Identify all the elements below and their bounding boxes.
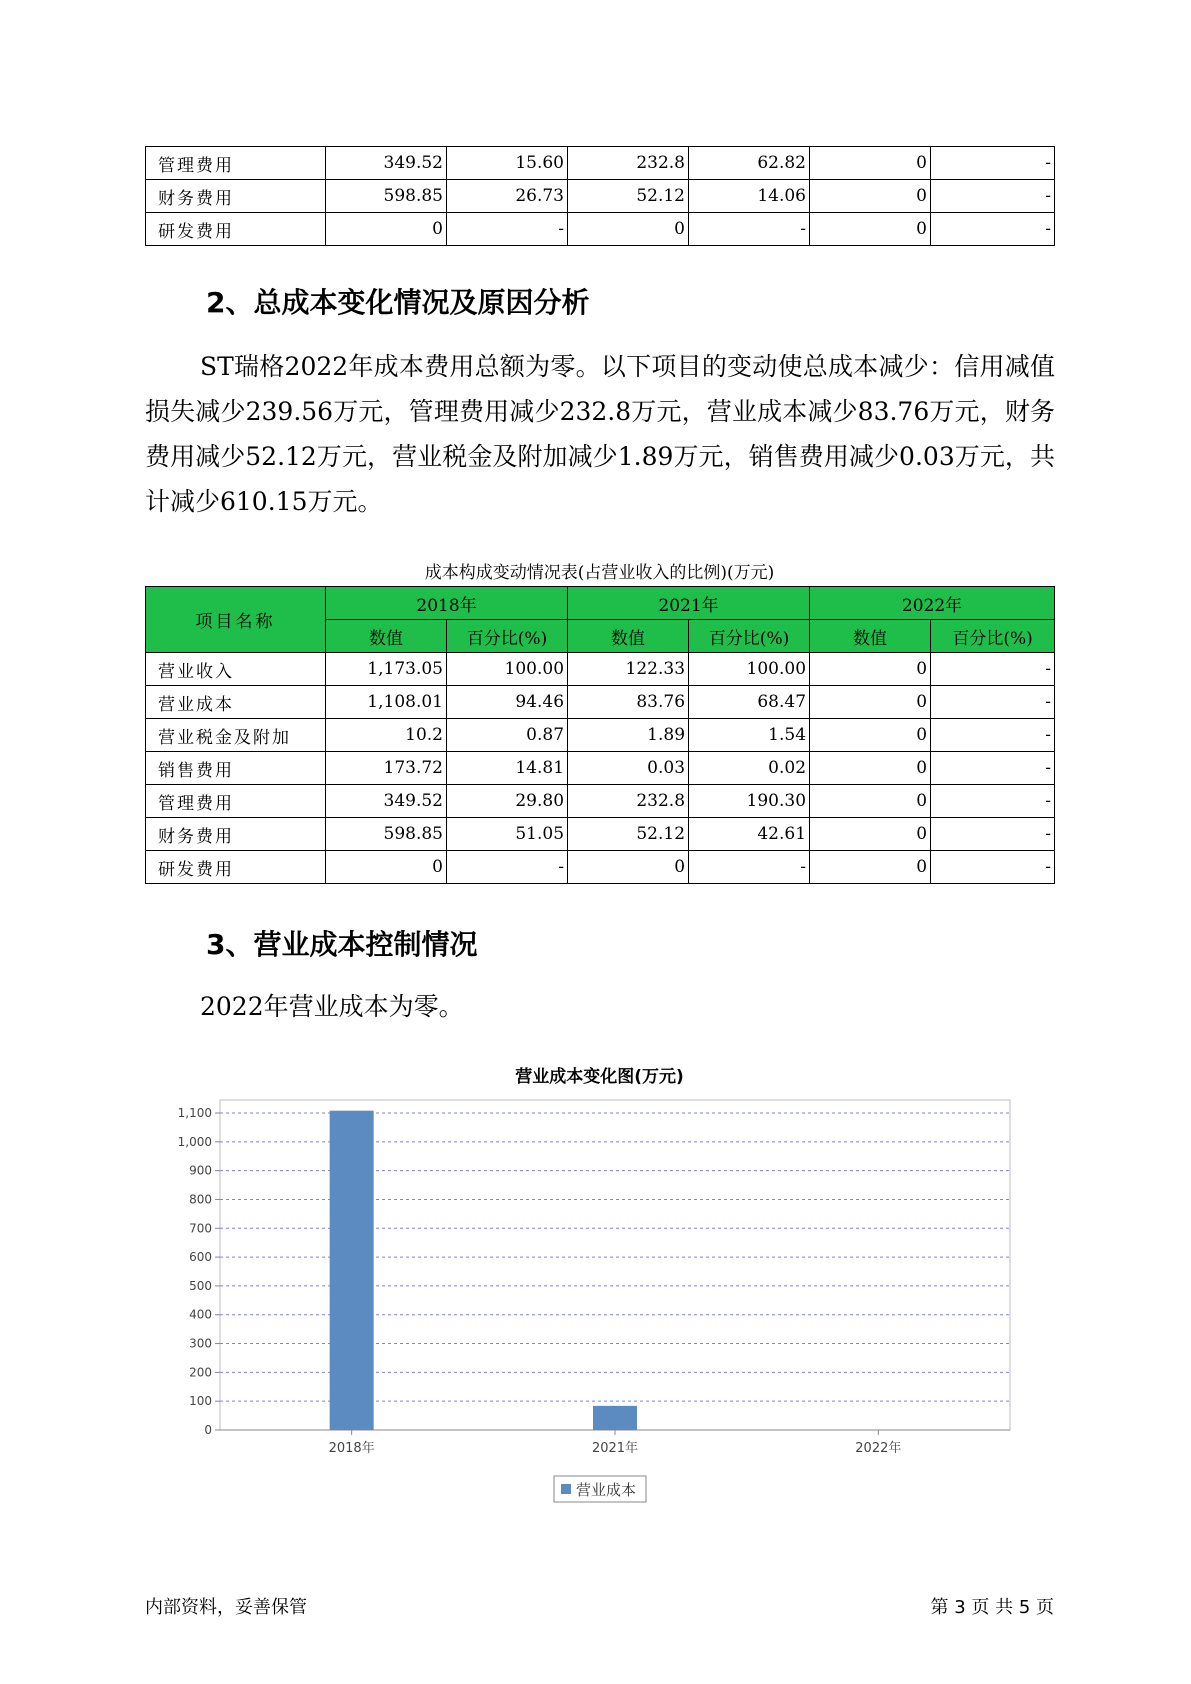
cell-value: 68.47 [689,686,810,719]
cell-value: 0 [326,851,447,884]
cell-value: 349.52 [326,785,447,818]
cell-value: 598.85 [326,180,447,213]
cell-value: - [931,719,1055,752]
cell-value: 0 [810,147,931,180]
cell-value: - [931,818,1055,851]
cell-value: 232.8 [568,147,689,180]
cell-value: - [931,851,1055,884]
y-tick-label: 400 [189,1307,212,1322]
y-tick-label: 700 [189,1221,212,1236]
cell-value: 29.80 [447,785,568,818]
cell-value: 52.12 [568,818,689,851]
cell-value: 100.00 [689,653,810,686]
header-percent: 百分比(%) [931,620,1055,653]
cell-value: - [447,213,568,246]
cell-value: 122.33 [568,653,689,686]
cell-value: 1.54 [689,719,810,752]
cell-value: 42.61 [689,818,810,851]
cell-value: 26.73 [447,180,568,213]
y-tick-label: 900 [189,1163,212,1178]
cell-value: 51.05 [447,818,568,851]
cell-value: 190.30 [689,785,810,818]
cell-value: 100.00 [447,653,568,686]
cell-value: 0 [568,851,689,884]
chart-title: 营业成本变化图(万元) [515,1067,684,1087]
cell-value: 0 [810,213,931,246]
table-caption: 成本构成变动情况表(占营业收入的比例)(万元) [424,563,775,583]
row-label: 营业税金及附加 [146,719,326,752]
cell-value: 0 [810,653,931,686]
cell-value: - [931,147,1055,180]
y-tick-label: 600 [189,1250,212,1265]
y-tick-label: 500 [189,1278,212,1293]
y-tick-label: 100 [189,1394,212,1409]
cell-value: 14.81 [447,752,568,785]
cell-value: 0 [810,719,931,752]
header-value: 数值 [568,620,689,653]
header-item-name: 项目名称 [146,587,326,653]
header-percent: 百分比(%) [689,620,810,653]
cell-value: 173.72 [326,752,447,785]
row-label: 财务费用 [146,180,326,213]
row-label: 营业收入 [146,653,326,686]
cell-value: - [931,686,1055,719]
y-tick-label: 800 [189,1192,212,1207]
cell-value: 1.89 [568,719,689,752]
cell-value: 0 [810,180,931,213]
cell-value: - [689,213,810,246]
footer-right: 第 3 页 共 5 页 [930,1597,1054,1618]
cell-value: 0 [810,785,931,818]
x-tick-label: 2022年 [855,1441,902,1456]
cell-value: 83.76 [568,686,689,719]
header-percent: 百分比(%) [447,620,568,653]
section-3-heading: 3、营业成本控制情况 [206,928,478,961]
row-label: 财务费用 [146,818,326,851]
header-year-2021: 2021年 [568,587,810,620]
cell-value: 15.60 [447,147,568,180]
y-tick-label: 300 [189,1336,212,1351]
cell-value: 14.06 [689,180,810,213]
cell-value: 94.46 [447,686,568,719]
footer-left: 内部资料，妥善保管 [145,1597,307,1618]
cell-value: 232.8 [568,785,689,818]
cell-value: 0 [568,213,689,246]
row-label: 销售费用 [146,752,326,785]
y-tick-label: 0 [204,1423,212,1437]
legend-swatch [561,1484,571,1494]
cell-value: 0.02 [689,752,810,785]
y-tick-label: 200 [189,1365,212,1380]
cell-value: - [931,213,1055,246]
section-2-paragraph: ST瑞格2022年成本费用总额为零。以下项目的变动使总成本减少：信用减值损失减少239.56万元，管理费用减少232.8万元，营业成本减少83.76万元，财务费用减少52.12万元，营业税金及附加减少1.89万元，销售费用减少0.03万元，共计减少610.15万元。 [145,352,1055,516]
legend-label: 营业成本 [576,1481,637,1499]
cell-value: 0 [810,818,931,851]
cell-value: 0.03 [568,752,689,785]
section-2-heading: 2、总成本变化情况及原因分析 [206,286,590,319]
y-tick-label: 1,100 [177,1106,212,1120]
cell-value: 1,108.01 [326,686,447,719]
row-label: 管理费用 [146,147,326,180]
cell-value: 52.12 [568,180,689,213]
cell-value: - [931,653,1055,686]
cell-value: - [447,851,568,884]
y-tick-label: 1,000 [177,1134,212,1149]
cell-value: 0 [326,213,447,246]
section-3-paragraph: 2022年营业成本为零。 [200,992,464,1021]
bar-1 [593,1406,637,1430]
cell-value: 0.87 [447,719,568,752]
header-year-2022: 2022年 [810,587,1055,620]
cell-value: - [931,752,1055,785]
bar-0 [330,1111,374,1430]
x-tick-label: 2021年 [591,1441,639,1456]
cell-value: 62.82 [689,147,810,180]
row-label: 研发费用 [146,851,326,884]
cell-value: 349.52 [326,147,447,180]
row-label: 营业成本 [146,686,326,719]
header-value: 数值 [810,620,931,653]
cell-value: - [689,851,810,884]
cell-value: 10.2 [326,719,447,752]
cell-value: 598.85 [326,818,447,851]
row-label: 研发费用 [146,213,326,246]
header-year-2018: 2018年 [326,587,568,620]
cell-value: 0 [810,851,931,884]
x-tick-label: 2018年 [328,1441,375,1456]
cell-value: 1,173.05 [326,653,447,686]
cell-value: - [931,785,1055,818]
cell-value: 0 [810,752,931,785]
cell-value: - [931,180,1055,213]
header-value: 数值 [326,620,447,653]
row-label: 管理费用 [146,785,326,818]
cell-value: 0 [810,686,931,719]
